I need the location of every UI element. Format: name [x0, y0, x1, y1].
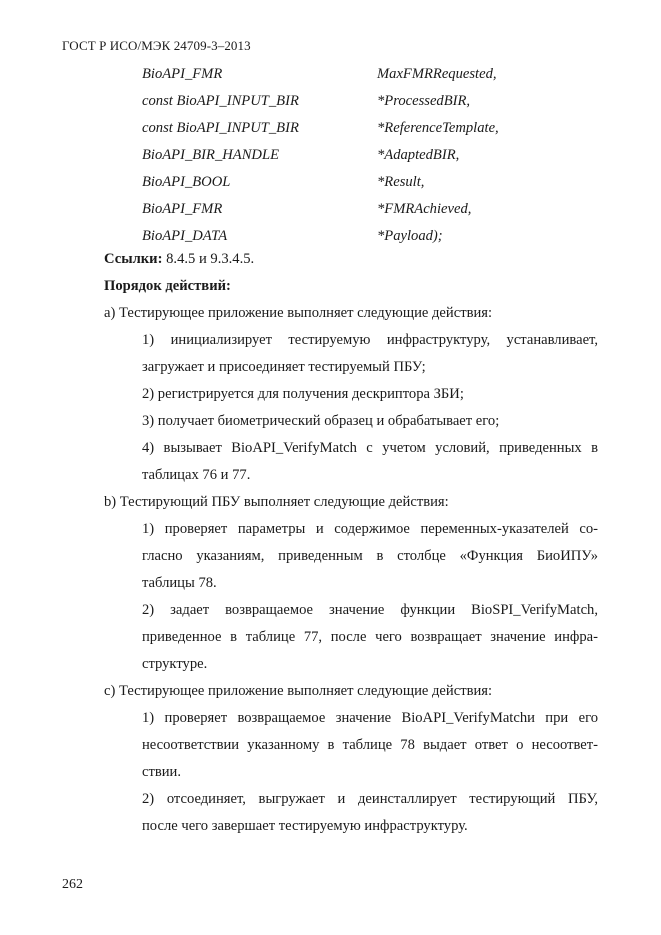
parameter-name: *Result, [377, 174, 425, 190]
section-c-item-1-line: ствии. [142, 764, 182, 780]
section-a-item-4-line: 4) вызывает BioAPI_VerifyMatch с учетом условий, приведенных в [142, 440, 598, 456]
section-a-item-4-line: таблицах 76 и 77. [142, 467, 251, 483]
section-c-item-2-line: после чего завершает тестируемую инфраструктуру. [142, 818, 468, 834]
references-label: Ссылки: [104, 251, 163, 267]
parameter-type: BioAPI_BOOL [142, 174, 231, 190]
section-b-item-1-line: таблицы 78. [142, 575, 217, 591]
section-b-item-1-line: гласно указаниям, приведенным в столбце «Функция БиоИПУ» [142, 548, 598, 564]
parameter-type: const BioAPI_INPUT_BIR [142, 120, 299, 136]
document-body [104, 246, 598, 840]
section-a-title: а) Тестирующее приложение выполняет следующие действия: [104, 305, 493, 321]
references-text: 8.4.5 и 9.3.4.5. [162, 251, 255, 267]
section-b-item-2-line: 2) задает возвращаемое значение функции BioSPI_VerifyMatch, [142, 602, 598, 618]
section-c-item-1-line: 1) проверяет возвращаемое значение BioAPI_VerifyMatchи при его [142, 710, 598, 726]
section-b-item-1-line: 1) проверяет параметры и содержимое переменных-указателей со- [142, 521, 598, 537]
parameter-type: BioAPI_FMR [142, 201, 223, 217]
section-a-item-3-line: 3) получает биометрический образец и обрабатывает его; [142, 413, 500, 429]
parameter-type: BioAPI_FMR [142, 66, 223, 82]
section-c-item-1-line: несоответствии указанному в таблице 78 выдает ответ о несоответ- [142, 737, 598, 753]
document-header: ГОСТ Р ИСО/МЭК 24709-3–2013 [62, 38, 251, 53]
parameter-name: *ProcessedBIR, [377, 93, 471, 109]
parameter-name: *AdaptedBIR, [377, 147, 460, 163]
section-a-item-1-line: 1) инициализирует тестируемую инфраструктуру, устанавливает, [142, 332, 598, 348]
parameter-type: const BioAPI_INPUT_BIR [142, 93, 299, 109]
parameter-name: *Payload); [377, 228, 443, 244]
page-number: 262 [62, 877, 83, 892]
section-b-item-2-line: приведенное в таблице 77, после чего возвращает значение инфра- [142, 629, 598, 645]
parameter-name: MaxFMRRequested, [377, 66, 497, 82]
parameter-name: *ReferenceTemplate, [377, 120, 499, 136]
procedure-title: Порядок действий: [104, 278, 231, 294]
parameter-type: BioAPI_DATA [142, 228, 228, 244]
section-a-item-2-line: 2) регистрируется для получения дескриптора ЗБИ; [142, 386, 464, 402]
section-b-title: b) Тестирующий ПБУ выполняет следующие действия: [104, 494, 449, 510]
section-c-title: c) Тестирующее приложение выполняет следующие действия: [104, 683, 493, 699]
section-b-item-2-line: структуре. [142, 656, 208, 672]
parameter-name: *FMRAchieved, [377, 201, 472, 217]
parameter-type: BioAPI_BIR_HANDLE [142, 147, 279, 163]
section-c-item-2-line: 2) отсоединяет, выгружает и деинсталлирует тестирующий ПБУ, [142, 791, 598, 807]
references-line [104, 246, 598, 273]
section-a-item-1-line: загружает и присоединяет тестируемый ПБУ; [142, 359, 426, 375]
